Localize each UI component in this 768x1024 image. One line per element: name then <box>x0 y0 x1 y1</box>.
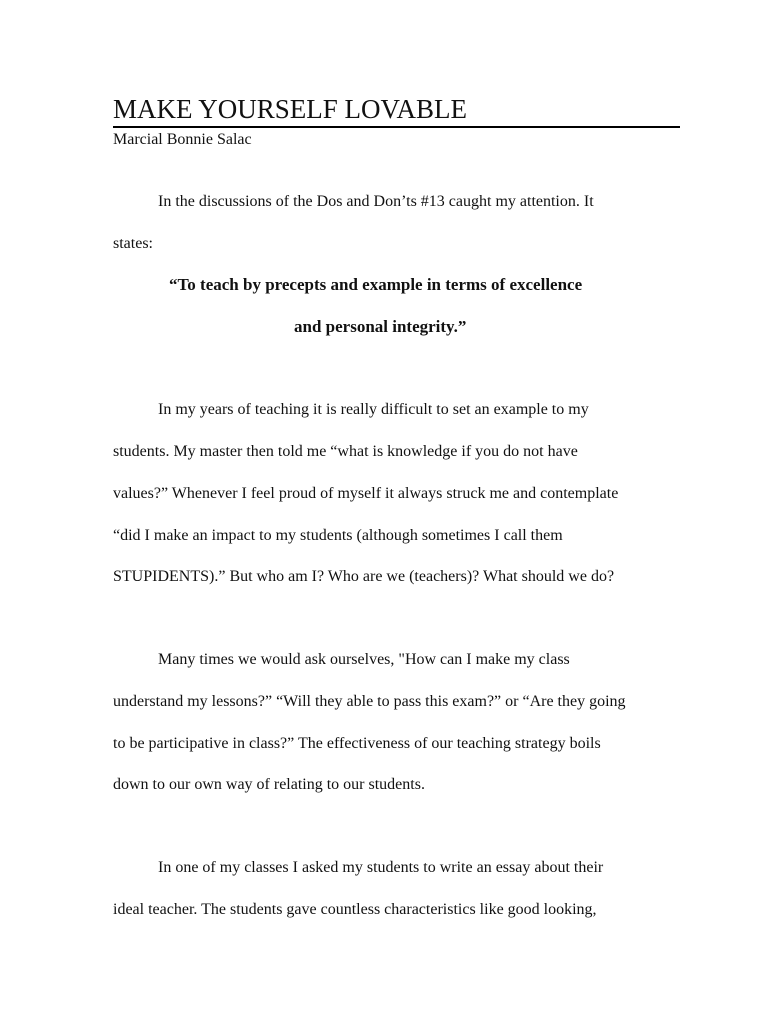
document-title: MAKE YOURSELF LOVABLE <box>113 94 468 124</box>
paragraph-3-line-3: to be participative in class?” The effectiveness of our teaching strategy boils <box>113 735 601 752</box>
paragraph-4-line-2: ideal teacher. The students gave countless characteristics like good looking, <box>113 901 597 918</box>
quote-line-1: “To teach by precepts and example in terms of excellence <box>169 275 583 294</box>
paragraph-2-line-1: In my years of teaching it is really difficult to set an example to my <box>158 401 589 418</box>
paragraph-1-line-1: In the discussions of the Dos and Don’ts #13 caught my attention. It <box>158 193 594 210</box>
title-underline <box>113 126 680 128</box>
paragraph-1-line-2: states: <box>113 235 153 252</box>
paragraph-2-line-2: students. My master then told me “what is knowledge if you do not have <box>113 443 578 460</box>
author-name: Marcial Bonnie Salac <box>113 131 252 148</box>
paragraph-3-line-1: Many times we would ask ourselves, "How can I make my class <box>158 651 570 668</box>
paragraph-4-line-1: In one of my classes I asked my students to write an essay about their <box>158 859 604 876</box>
paragraph-3-line-2: understand my lessons?” “Will they able to pass this exam?” or “Are they going <box>113 693 626 710</box>
paragraph-2-line-4: “did I make an impact to my students (although sometimes I call them <box>113 527 563 544</box>
paragraph-3-line-4: down to our own way of relating to our students. <box>113 776 425 793</box>
quote-line-2: and personal integrity.” <box>294 317 467 336</box>
paragraph-2-line-5: STUPIDENTS).” But who am I? Who are we (teachers)? What should we do? <box>113 568 615 585</box>
paragraph-2-line-3: values?” Whenever I feel proud of myself it always struck me and contemplate <box>113 485 619 502</box>
